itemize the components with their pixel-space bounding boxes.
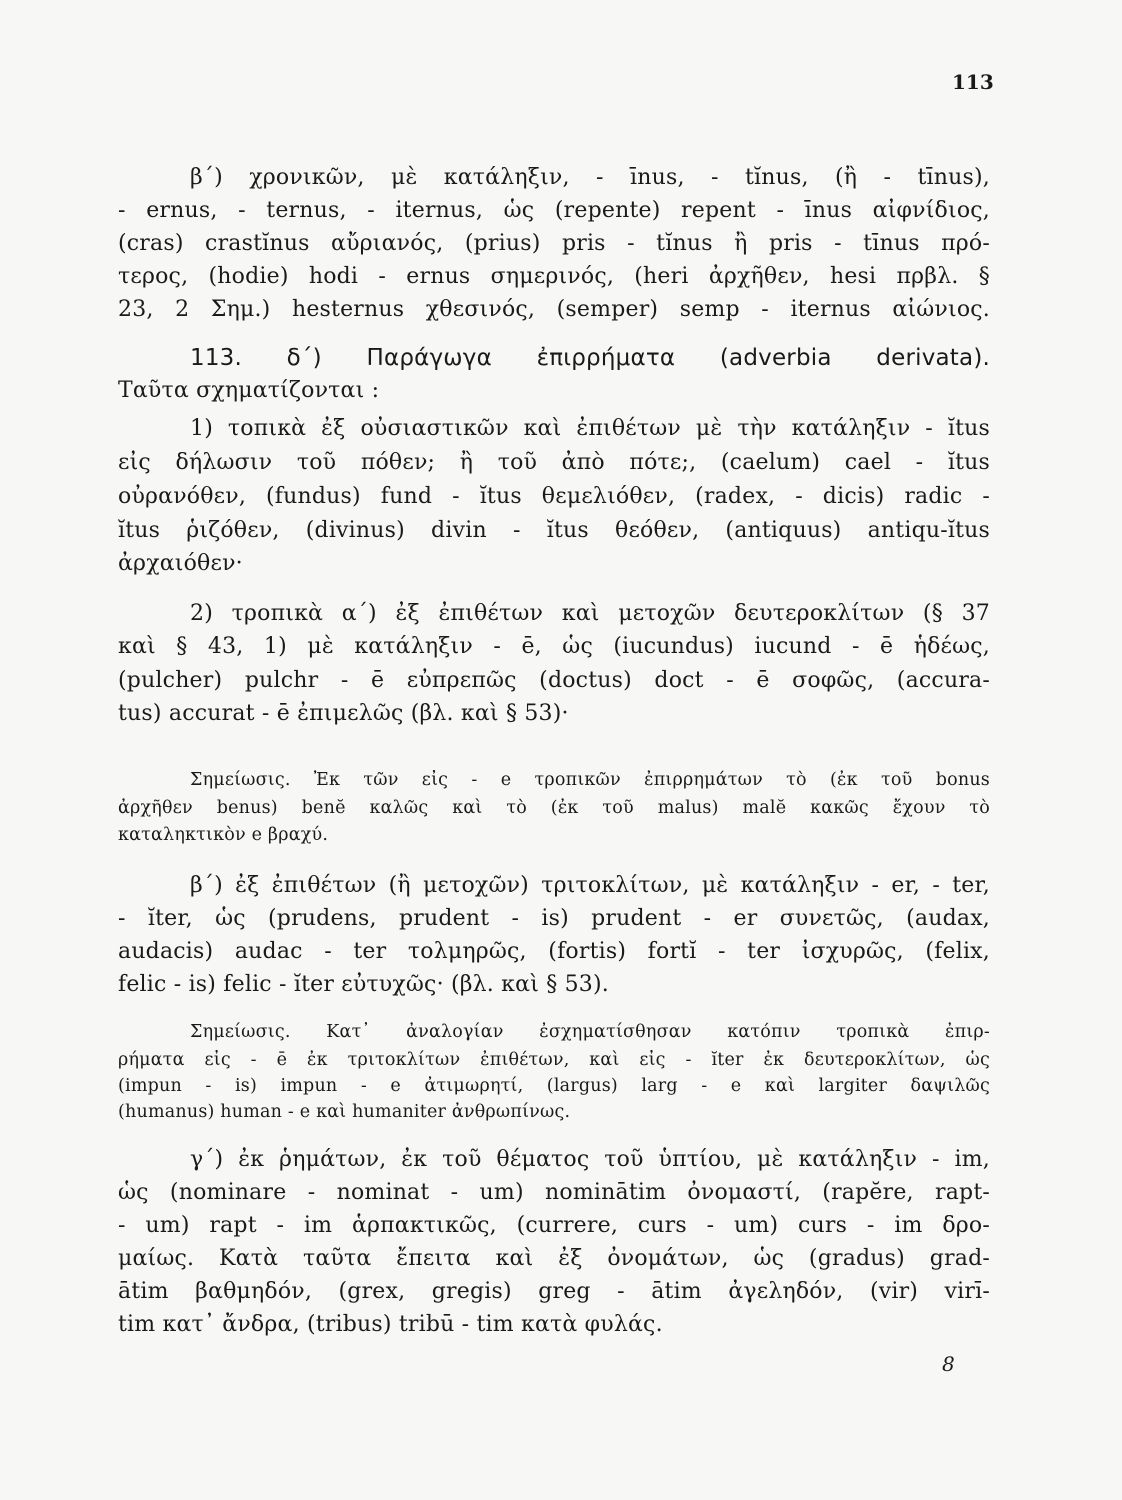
text-line: β΄) χρονικῶν, μὲ κατάληξιν, - īnus, - tĭnus, (ἢ - tīnus), — [190, 165, 990, 190]
page-number: 113 — [952, 70, 994, 94]
text-line: ἀρχαιόθεν· — [118, 551, 243, 576]
text-line: (impun - is) impun - e ἀτιμωρητί, (largus) larg - e καὶ largiter δαψιλῶς — [118, 1076, 990, 1096]
text-line: εἰς δήλωσιν τοῦ πόθεν; ἢ τοῦ ἀπὸ πότε;, (caelum) cael - ĭtus — [118, 450, 990, 475]
text-line: γ΄) ἐκ ῥημάτων, ἐκ τοῦ θέματος τοῦ ὑπτίου, μὲ κατάληξιν - im, — [190, 1147, 990, 1172]
text-line: καταληκτικὸν e βραχύ. — [118, 825, 329, 845]
text-line: ĭtus ῥιζόθεν, (divinus) divin - ĭtus θεόθεν, (antiquus) antiqu-ĭtus — [118, 518, 990, 543]
text-line: Σημείωσις. Κατ᾽ ἀναλογίαν ἐσχηματίσθησαν κατόπιν τροπικὰ ἐπιρ- — [190, 1022, 990, 1042]
text-line: tus) accurat - ē ἐπιμελῶς (βλ. καὶ § 53)· — [118, 701, 569, 726]
text-line: (cras) crastĭnus αὔριανός, (prius) pris - tĭnus ἢ pris - tīnus πρό- — [118, 231, 990, 256]
text-line: Ταῦτα σχηματίζονται : — [118, 378, 380, 403]
text-line: οὐρανόθεν, (fundus) fund - ĭtus θεμελιόθεν, (radex, - dicis) radic - — [118, 484, 990, 509]
text-line: - ĭter, ὡς (prudens, prudent - is) prudent - er συνετῶς, (audax, — [118, 906, 990, 931]
text-line: ὡς (nominare - nominat - um) nominātim ὀνομαστί, (rapĕre, rapt- — [118, 1180, 990, 1205]
text-line: β΄) ἐξ ἐπιθέτων (ἢ μετοχῶν) τριτοκλίτων, μὲ κατάληξιν - er, - ter, — [190, 873, 990, 898]
text-line: 23, 2 Σημ.) hesternus χθεσινός, (semper) semp - iternus αἰώνιος. — [118, 297, 990, 322]
text-line: μαίως. Κατὰ ταῦτα ἔπειτα καὶ ἐξ ὀνομάτων, ὡς (gradus) grad- — [118, 1246, 990, 1271]
section-heading: 113. δ΄) Παράγωγα ἐπιρρήματα (adverbia derivata). — [190, 345, 990, 371]
text-line: - um) rapt - im ἁρπακτικῶς, (currere, curs - um) curs - im δρο- — [118, 1213, 990, 1238]
signature-mark: 8 — [942, 1352, 955, 1376]
text-line: καὶ § 43, 1) μὲ κατάληξιν - ē, ὡς (iucundus) iucund - ē ἡδέως, — [118, 634, 990, 659]
text-line: Σημείωσις. Ἐκ τῶν εἰς - e τροπικῶν ἐπιρρημάτων τὸ (ἐκ τοῦ bonus — [190, 770, 990, 790]
text-line: audacis) audac - ter τολμηρῶς, (fortis) fortĭ - ter ἰσχυρῶς, (felix, — [118, 939, 990, 964]
text-line: - ernus, - ternus, - iternus, ὡς (repente) repent - īnus αἰφνίδιος, — [118, 198, 990, 223]
text-line: τερος, (hodie) hodi - ernus σημερινός, (heri ἀρχῆθεν, hesi πρβλ. § — [118, 264, 990, 289]
text-line: felic - is) felic - ĭter εὐτυχῶς· (βλ. καὶ § 53). — [118, 972, 609, 997]
text-line: ātim βαθμηδόν, (grex, gregis) greg - ātim ἀγεληδόν, (vir) virī- — [118, 1279, 990, 1304]
text-line: ἀρχῆθεν benus) benĕ καλῶς καὶ τὸ (ἐκ τοῦ malus) malĕ κακῶς ἔχουν τὸ — [118, 798, 990, 818]
text-line: 2) τροπικὰ α΄) ἐξ ἐπιθέτων καὶ μετοχῶν δευτεροκλίτων (§ 37 — [190, 601, 990, 626]
text-line: (pulcher) pulchr - ē εὐπρεπῶς (doctus) doct - ē σοφῶς, (accura- — [118, 668, 990, 693]
text-line: 1) τοπικὰ ἐξ οὐσιαστικῶν καὶ ἐπιθέτων μὲ τὴν κατάληξιν - ĭtus — [190, 416, 990, 441]
text-line: (humanus) human - e καὶ humaniter ἀνθρωπίνως. — [118, 1102, 571, 1122]
text-line: tim κατ᾽ ἄνδρα, (tribus) tribū - tim κατὰ φυλάς. — [118, 1312, 663, 1337]
text-line: ρήματα εἰς - ē ἐκ τριτοκλίτων ἐπιθέτων, καὶ εἰς - ĭter ἐκ δευτεροκλίτων, ὡς — [118, 1050, 990, 1070]
